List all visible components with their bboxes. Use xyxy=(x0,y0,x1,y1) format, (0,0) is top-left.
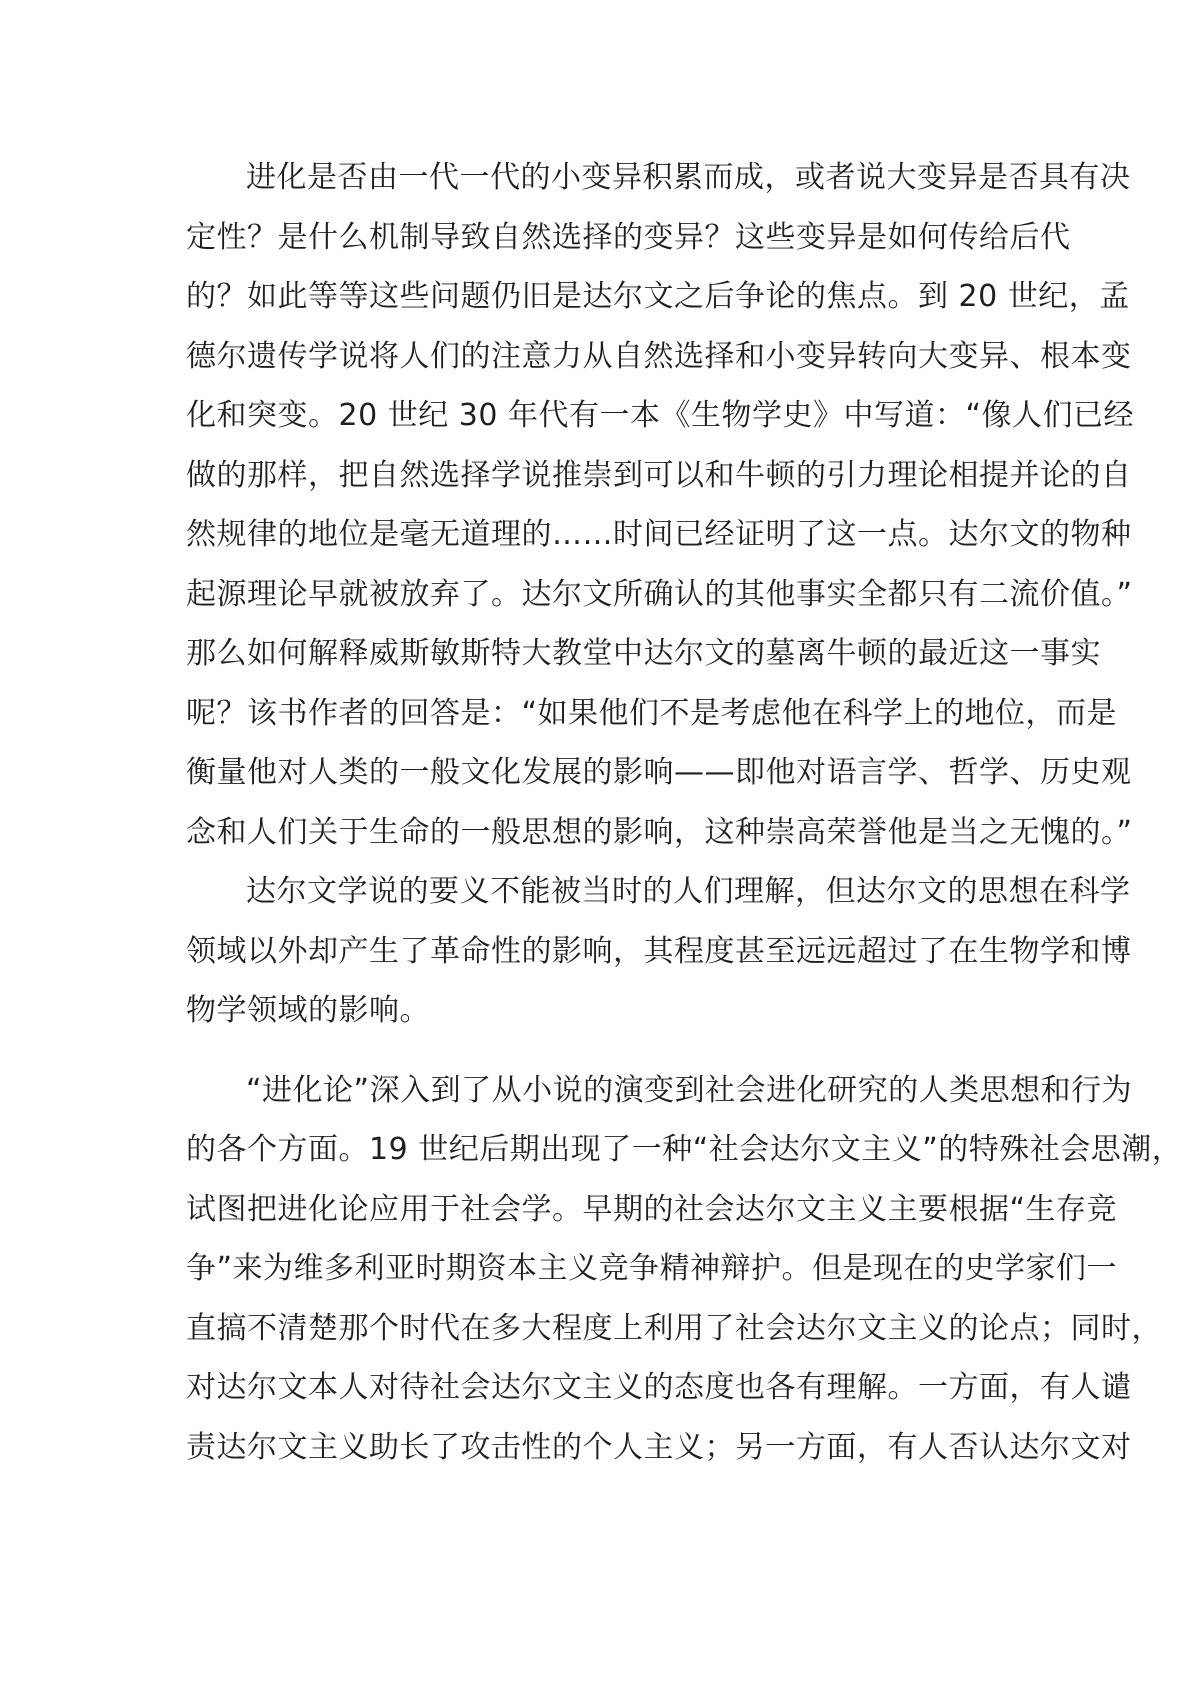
text-line: 对达尔文本人对待社会达尔文主义的态度也各有理解。一方面，有人谴 xyxy=(186,1370,1132,1405)
text-line: 呢？该书作者的回答是：“如果他们不是考虑他在科学上的地位，而是 xyxy=(186,695,1118,731)
body-text xyxy=(186,148,1183,1477)
text-line: 争”来为维多利亚时期资本主义竞争精神辩护。但是现在的史学家们一 xyxy=(186,1251,1118,1286)
text-line: 念和人们关于生命的一般思想的影响，这种崇高荣誉他是当之无愧的。” xyxy=(186,814,1133,850)
text-line: 物学领域的影响。 xyxy=(186,993,430,1028)
text-line: “进化论”深入到了从小说的演变到社会进化研究的人类思想和行为 xyxy=(246,1072,1133,1108)
text-line: 的各个方面。19 世纪后期出现了一种“社会达尔文主义”的特殊社会思潮， xyxy=(186,1132,1183,1167)
paragraph-2 xyxy=(186,862,1132,1041)
text-line: 化和突变。20 世纪 30 年代有一本《生物学史》中写道：“像人们已经 xyxy=(186,398,1134,433)
text-line: 达尔文学说的要义不能被当时的人们理解，但达尔文的思想在科学 xyxy=(246,874,1131,909)
text-line: 责达尔文主义助长了攻击性的个人主义；另一方面，有人否认达尔文对 xyxy=(186,1429,1132,1465)
text-line: 进化是否由一代一代的小变异积累而成，或者说大变异是否具有决 xyxy=(246,160,1131,195)
text-line: 定性？是什么机制导致自然选择的变异？这些变异是如何传给后代 xyxy=(186,219,1071,255)
text-line: 然规律的地位是毫无道理的……时间已经证明了这一点。达尔文的物种 xyxy=(186,517,1132,552)
text-line: 做的那样，把自然选择学说推崇到可以和牛顿的引力理论相提并论的自 xyxy=(186,457,1132,493)
text-line: 起源理论早就被放弃了。达尔文所确认的其他事实全都只有二流价值。” xyxy=(186,576,1133,612)
paragraph-3 xyxy=(186,1061,1183,1478)
text-line: 领域以外却产生了革命性的影响，其程度甚至远远超过了在生物学和博 xyxy=(186,933,1132,969)
paragraph-1 xyxy=(186,148,1134,862)
text-line: 直搞不清楚那个时代在多大程度上利用了社会达尔文主义的论点；同时， xyxy=(186,1310,1162,1346)
text-line: 衡量他对人类的一般文化发展的影响——即他对语言学、哲学、历史观 xyxy=(186,755,1132,790)
text-line: 试图把进化论应用于社会学。早期的社会达尔文主义主要根据“生存竞 xyxy=(186,1191,1118,1227)
paragraph-spacer xyxy=(186,1041,1028,1061)
text-line: 的？如此等等这些问题仍旧是达尔文之后争论的焦点。到 20 世纪，孟 xyxy=(186,279,1130,314)
text-line: 那么如何解释威斯敏斯特大教堂中达尔文的墓离牛顿的最近这一事实 xyxy=(186,636,1101,671)
text-line: 德尔遗传学说将人们的注意力从自然选择和小变异转向大变异、根本变 xyxy=(186,338,1132,374)
